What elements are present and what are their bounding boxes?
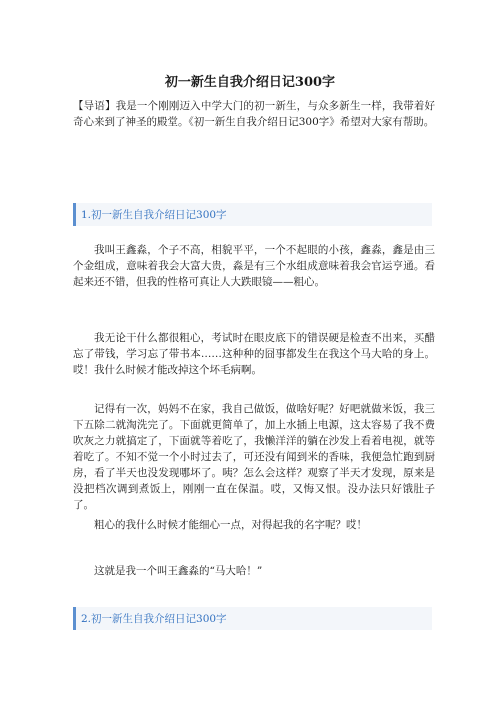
section-heading-1 [73, 203, 432, 226]
intro-paragraph: 【导语】我是一个刚刚迈入中学大门的初一新生，与众多新生一样，我带着好奇心来到了神圣的殿堂。《初一新生自我介绍日记300字》希望对大家有帮助。 [73, 100, 435, 128]
section-heading-2-text: 2.初一新生自我介绍日记300字 [81, 613, 227, 625]
body-paragraph-1: 我叫王鑫淼，个子不高，相貌平平，一个不起眼的小孩，鑫淼，鑫是由三个金组成，意味着我会大富大贵，淼是有三个水组成意味着我会官运亨通。看起来还不错，但我的性格可真让人大跌眼镜——粗心。 [73, 244, 435, 288]
body-paragraph-2: 我无论干什么都很粗心，考试时在眼皮底下的错误硬是检查不出来，买醋忘了带钱，学习忘了带书本……这种种的囧事都发生在我这个马大哈的身上。哎！我什么时候才能改掉这个坏毛病啊。 [73, 332, 435, 376]
document-title: 初一新生自我介绍日记300字 [164, 75, 336, 90]
body-paragraph-4: 粗心的我什么时候才能细心一点，对得起我的名字呢？哎！ [94, 519, 367, 531]
body-paragraph-3: 记得有一次，妈妈不在家，我自己做饭，做啥好呢？好吧就做米饭，我三下五除二就淘洗完了。下面就更简单了，加上水插上电源，这太容易了我不费吹灰之力就搞定了，下面就等着吃了，我懒洋洋的躺在沙发上看着电视，就等着吃了。不知不觉一个小时过去了，可还没有闻到米的香味，我便急忙跑到厨房，看了半天也没发现哪坏了。咦？怎么会这样？观察了半天才发现，原来是没把档次调到煮饭上，刚刚一直在保温。哎，又悔又恨。没办法只好饿肚子了。 [73, 403, 435, 511]
section-heading-1-text: 1.初一新生自我介绍日记300字 [81, 209, 227, 221]
section-heading-2 [73, 607, 432, 630]
body-paragraph-5: 这就是我一个叫王鑫淼的“马大哈！” [94, 565, 263, 577]
